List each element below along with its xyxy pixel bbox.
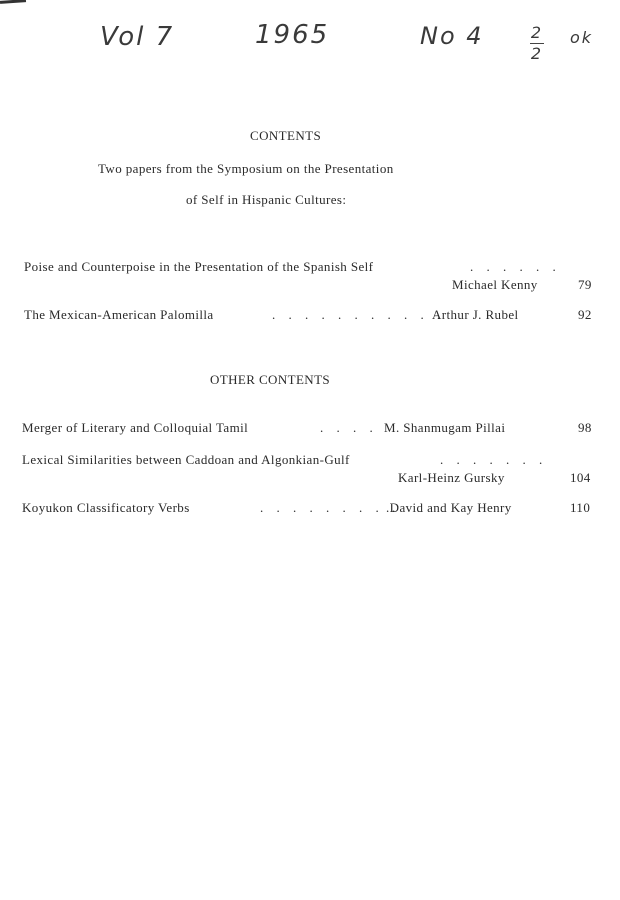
other-entry-leaders: . . . . . . .	[440, 452, 548, 467]
entry-page: 79	[578, 277, 592, 292]
corner-smudge	[0, 0, 26, 4]
other-entry-title: Koyukon Classificatory Verbs	[22, 500, 190, 515]
other-entry-page: 110	[570, 500, 591, 515]
entry-author: Arthur J. Rubel	[432, 307, 519, 322]
entry-title: Poise and Counterpoise in the Presentation of the Spanish Self	[24, 259, 374, 274]
other-entry-title: Merger of Literary and Colloquial Tamil	[22, 420, 249, 435]
intro-line-2: of Self in Hispanic Cultures:	[186, 192, 347, 207]
entry-title: The Mexican-American Palomilla	[24, 307, 214, 322]
entry-leaders: . . . . . . . . . . .	[272, 307, 446, 322]
other-entry-author: M. Shanmugam Pillai	[384, 420, 506, 435]
other-contents-heading: OTHER CONTENTS	[210, 372, 331, 387]
other-entry-author: Karl-Heinz Gursky	[398, 470, 505, 485]
fraction-top: 2	[530, 23, 544, 42]
handwritten-issue-number: No 4	[420, 22, 484, 50]
other-entry-page: 104	[570, 470, 591, 485]
intro-line-1: Two papers from the Symposium on the Presentation	[98, 161, 394, 176]
handwritten-fraction	[530, 24, 544, 63]
other-entry-leaders: . . . .	[320, 420, 378, 435]
handwritten-year: 1965	[255, 20, 330, 50]
fraction-bottom: 2	[530, 44, 544, 63]
other-entry-page: 98	[578, 420, 592, 435]
entry-page: 92	[578, 307, 592, 322]
contents-heading: CONTENTS	[250, 128, 322, 143]
handwritten-ok: ok	[570, 28, 594, 47]
other-entry-author: .David and Kay Henry	[386, 500, 512, 515]
other-entry-title: Lexical Similarities between Caddoan and Algonkian-Gulf	[22, 452, 350, 467]
entry-leaders: . . . . . .	[470, 259, 561, 274]
handwritten-volume: Vol 7	[100, 22, 175, 52]
other-entry-leaders: . . . . . . . . .	[260, 500, 401, 515]
entry-author: Michael Kenny	[452, 277, 538, 292]
